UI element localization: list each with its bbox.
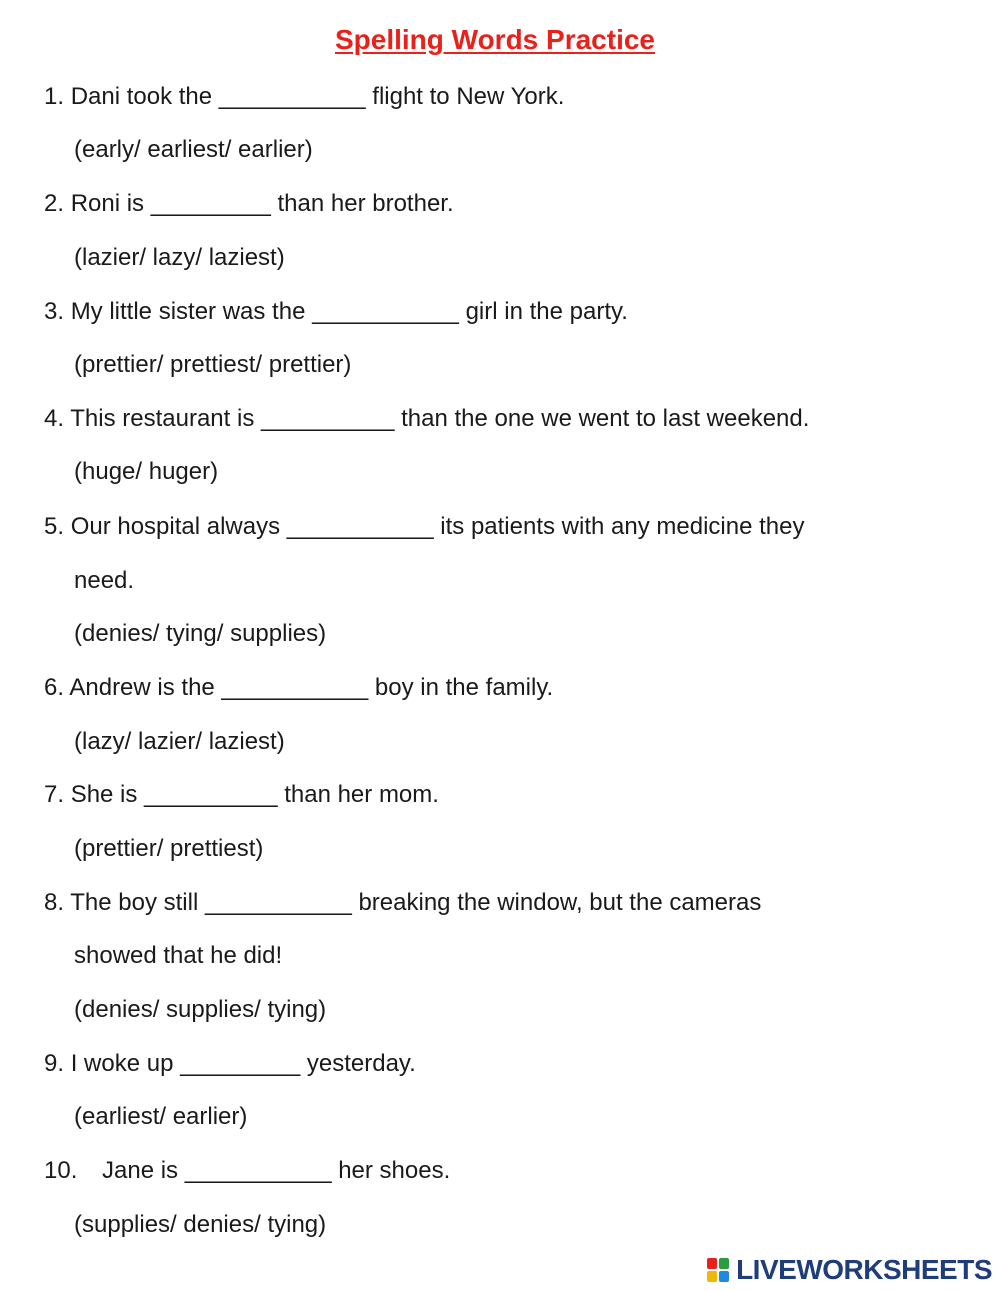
question-text: Our hospital always ___________ its patients with any medicine they (70, 513, 805, 540)
question-number: 1. (44, 83, 65, 110)
question-number: 7. (44, 781, 65, 808)
question-8 (44, 888, 761, 918)
question-text: Jane is ___________ her shoes. (102, 1157, 451, 1184)
question-number: 2. (44, 190, 65, 217)
question-text: The boy still ___________ breaking the window, but the cameras (70, 889, 762, 916)
question-number: 9. (44, 1050, 65, 1077)
logo-square-icon (719, 1271, 729, 1282)
question-number: 4. (44, 405, 65, 432)
question-5-continuation: need. (74, 567, 135, 594)
logo-square-icon (707, 1271, 717, 1282)
question-10 (44, 1156, 450, 1186)
logo-square-icon (719, 1258, 729, 1269)
question-5-options: (denies/ tying/ supplies) (74, 620, 327, 647)
logo-square-icon (707, 1258, 717, 1269)
question-8-continuation: showed that he did! (74, 942, 283, 969)
question-number: 8. (44, 889, 65, 916)
question-number: 5. (44, 513, 65, 540)
brand-name: LIVEWORKSHEETS (736, 1254, 992, 1285)
question-text: This restaurant is __________ than the one we went to last weekend. (70, 405, 810, 432)
question-5 (44, 512, 804, 542)
question-text: Roni is _________ than her brother. (70, 190, 454, 217)
question-number: 6. (44, 674, 65, 701)
question-text: Andrew is the ___________ boy in the family. (69, 674, 554, 701)
question-text: I woke up _________ yesterday. (70, 1050, 416, 1077)
question-7 (44, 780, 439, 810)
question-3-options: (prettier/ prettiest/ prettier) (74, 351, 352, 378)
question-1-options: (early/ earliest/ earlier) (74, 136, 313, 163)
liveworksheets-logo-icon (706, 1257, 730, 1283)
question-2-options: (lazier/ lazy/ laziest) (74, 244, 285, 271)
question-text: She is __________ than her mom. (70, 781, 439, 808)
question-8-options: (denies/ supplies/ tying) (74, 996, 327, 1023)
question-3 (44, 297, 628, 327)
question-9 (44, 1049, 416, 1079)
question-1 (44, 82, 564, 112)
question-4 (44, 404, 809, 434)
question-2 (44, 189, 454, 219)
liveworksheets-logo (706, 1252, 992, 1288)
question-number: 10. (44, 1157, 78, 1184)
question-9-options: (earliest/ earlier) (74, 1103, 248, 1130)
worksheet-title: Spelling Words Practice (334, 24, 656, 55)
question-text: My little sister was the ___________ girl in the party. (70, 298, 628, 325)
question-10-options: (supplies/ denies/ tying) (74, 1211, 327, 1238)
question-6 (44, 673, 553, 703)
question-4-options: (huge/ huger) (74, 458, 219, 485)
question-text: Dani took the ___________ flight to New York. (70, 83, 565, 110)
question-6-options: (lazy/ lazier/ laziest) (74, 728, 285, 755)
question-number: 3. (44, 298, 65, 325)
question-7-options: (prettier/ prettiest) (74, 835, 264, 862)
